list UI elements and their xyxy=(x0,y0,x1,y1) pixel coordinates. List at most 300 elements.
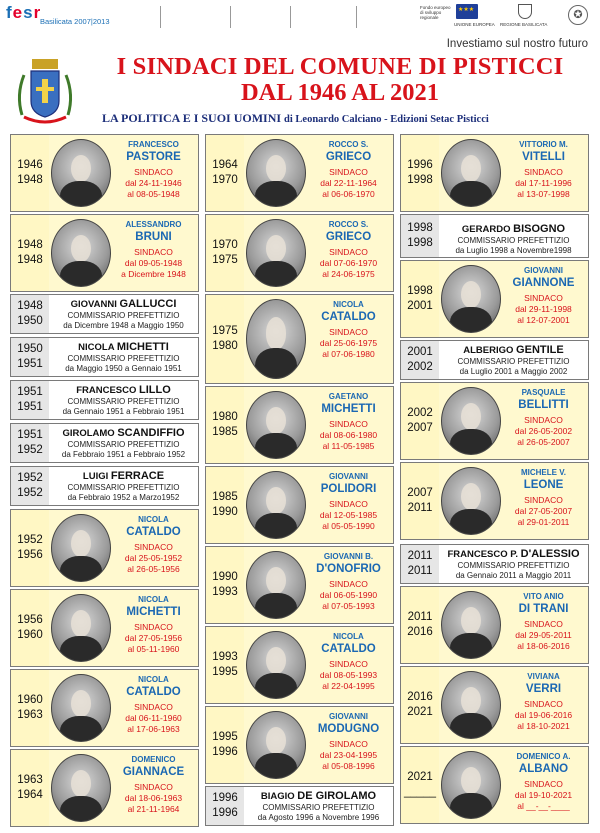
first-name: LUIGI xyxy=(82,471,109,482)
portrait-photo xyxy=(246,219,306,287)
term-years xyxy=(401,587,439,663)
role-label: COMMISSARIO PREFETTIZIO xyxy=(457,357,570,366)
mayor-card xyxy=(10,749,199,827)
mayor-card xyxy=(10,669,199,747)
portrait-photo xyxy=(246,139,306,207)
year-start: 2016 xyxy=(407,691,433,703)
year-end: 1952 xyxy=(17,444,43,456)
year-start: 1996 xyxy=(407,159,433,171)
eu-text: UNIONE EUROPEA xyxy=(454,22,495,27)
year-end: 1993 xyxy=(212,586,238,598)
region-text: REGIONE BASILICATA xyxy=(500,22,548,27)
year-end: _____ xyxy=(404,786,436,798)
term-to: al 13-07-1998 xyxy=(517,189,570,199)
portrait-photo xyxy=(246,631,306,699)
term-from: dal 26-05-2002 xyxy=(514,426,573,436)
subtitle-main: LA POLITICA E I SUOI UOMINI xyxy=(102,111,282,125)
mayor-card xyxy=(10,214,199,292)
first-name: GAETANO xyxy=(328,392,369,401)
mayor-card xyxy=(205,626,394,704)
term-years xyxy=(206,387,244,463)
term-to: al 11-05-1985 xyxy=(322,441,375,451)
term-years xyxy=(206,467,244,543)
term-years xyxy=(11,381,49,419)
first-name: GIOVANNI xyxy=(329,712,368,721)
role-label: SINDACO xyxy=(329,659,368,669)
last-name: LILLO xyxy=(139,384,171,396)
term-to: al 17-06-1963 xyxy=(127,724,180,734)
term-years xyxy=(401,215,439,257)
mayor-card xyxy=(400,134,589,212)
first-name: VITTORIO M. xyxy=(519,140,568,149)
mayor-card xyxy=(400,260,589,338)
last-name: POLIDORI xyxy=(320,483,377,495)
year-end: 2016 xyxy=(407,626,433,638)
term-years xyxy=(11,670,49,746)
term-period: da Gennaio 2011 a Maggio 2011 xyxy=(455,571,572,580)
mayor-info xyxy=(308,220,389,280)
term-to: al 05-11-1960 xyxy=(127,644,180,654)
portrait-photo xyxy=(441,671,501,739)
year-end: 1995 xyxy=(212,666,238,678)
term-to: al 12-07-2001 xyxy=(517,315,570,325)
term-period: da Dicembre 1948 a Maggio 1950 xyxy=(63,321,184,330)
fesr-logo: fesr xyxy=(6,3,42,22)
year-end: 1964 xyxy=(17,789,43,801)
last-name: PASTORE xyxy=(126,151,181,163)
mayor-info xyxy=(308,300,389,360)
commissioner-name xyxy=(441,548,586,561)
last-name: GIANNONE xyxy=(512,277,575,289)
last-name: MICHETTI xyxy=(116,341,169,353)
year-start: 1952 xyxy=(17,472,43,484)
term-from: dal 27-05-2007 xyxy=(514,506,573,516)
term-to: al 05-08-1996 xyxy=(322,761,375,771)
term-years xyxy=(206,135,244,211)
mayor-info xyxy=(503,592,584,652)
portrait-photo xyxy=(246,471,306,539)
term-from: dal 18-06-1963 xyxy=(124,793,183,803)
commissioner-card xyxy=(10,466,199,506)
eu-flag-icon xyxy=(456,4,478,19)
mayor-info xyxy=(308,472,389,532)
last-name: GRIECO xyxy=(325,231,372,243)
portrait-photo xyxy=(51,514,111,582)
role-label: SINDACO xyxy=(329,499,368,509)
last-name: GALLUCCI xyxy=(119,298,177,310)
year-start: 2021 xyxy=(407,771,433,783)
mayor-card xyxy=(400,462,589,540)
year-end: 1956 xyxy=(17,549,43,561)
year-start: 2011 xyxy=(407,550,433,562)
term-to: al 21-11-1964 xyxy=(127,804,180,814)
mayor-card xyxy=(205,134,394,212)
term-from: dal 12-05-1985 xyxy=(319,510,378,520)
year-end: 1948 xyxy=(17,174,43,186)
mayor-info xyxy=(308,632,389,692)
term-years xyxy=(206,627,244,703)
subtitle-author: di Leonardo Calciano - Edizioni Setac Pisticci xyxy=(284,114,489,125)
year-end: 1996 xyxy=(212,746,238,758)
term-to: al 06-06-1970 xyxy=(322,189,375,199)
role-label: SINDACO xyxy=(134,247,173,257)
year-start: 1975 xyxy=(212,325,238,337)
role-label: SINDACO xyxy=(134,542,173,552)
divider xyxy=(290,6,291,28)
page-title-years: DAL 1946 AL 2021 xyxy=(240,79,440,106)
year-start: 2002 xyxy=(407,407,433,419)
year-end: 1998 xyxy=(407,237,433,249)
role-label: SINDACO xyxy=(524,619,563,629)
last-name: MICHETTI xyxy=(126,606,181,618)
year-end: 2011 xyxy=(407,502,433,514)
term-from: dal 19-10-2021 xyxy=(514,790,573,800)
year-start: 1948 xyxy=(17,300,43,312)
year-start: 1951 xyxy=(17,386,43,398)
first-name: NICOLA xyxy=(138,675,169,684)
first-name: NICOLA xyxy=(333,300,364,309)
mayor-info xyxy=(113,755,194,815)
mayor-card xyxy=(400,666,589,744)
mayor-card xyxy=(10,589,199,667)
year-start: 1990 xyxy=(212,571,238,583)
year-end: 2002 xyxy=(407,361,433,373)
term-to: a Dicembre 1948 xyxy=(121,269,186,279)
mayor-info xyxy=(503,140,584,200)
commissioner-card xyxy=(10,423,199,463)
term-to: al 18-10-2021 xyxy=(517,721,570,731)
term-to: al 22-04-1995 xyxy=(322,681,375,691)
role-label: COMMISSARIO PREFETTIZIO xyxy=(67,483,180,492)
year-end: 2011 xyxy=(407,565,433,577)
commissioner-info xyxy=(246,790,391,823)
term-from: dal 25-05-1952 xyxy=(124,553,183,563)
year-end: 1948 xyxy=(17,254,43,266)
term-years xyxy=(11,590,49,666)
page-title: I SINDACI DEL COMUNE DI PISTICCI xyxy=(116,53,564,80)
role-label: SINDACO xyxy=(329,327,368,337)
role-label: COMMISSARIO PREFETTIZIO xyxy=(67,440,180,449)
year-end: 1960 xyxy=(17,629,43,641)
fondo-europeo-text: Fondo europeo di sviluppo regionale xyxy=(420,5,451,20)
role-label: SINDACO xyxy=(134,782,173,792)
year-start: 1952 xyxy=(17,534,43,546)
term-from: dal 17-11-1996 xyxy=(515,178,572,188)
term-to: al 26-05-2007 xyxy=(517,437,570,447)
first-name: DOMENICO A. xyxy=(516,752,571,761)
last-name: SCANDIFFIO xyxy=(117,427,185,439)
first-name: DOMENICO xyxy=(131,755,176,764)
year-start: 2007 xyxy=(407,487,433,499)
commissioner-info xyxy=(51,298,196,331)
role-label: SINDACO xyxy=(524,495,563,505)
term-period: da Luglio 1998 a Novembre1998 xyxy=(455,246,572,255)
term-from: dal 29-05-2011 xyxy=(515,630,572,640)
commissioner-info xyxy=(51,384,196,417)
region-emblem-icon xyxy=(518,4,532,19)
portrait-photo xyxy=(51,674,111,742)
mayor-card xyxy=(205,706,394,784)
term-years xyxy=(11,338,49,376)
role-label: SINDACO xyxy=(329,247,368,257)
year-end: 1963 xyxy=(17,709,43,721)
term-years xyxy=(401,463,439,539)
role-label: SINDACO xyxy=(329,739,368,749)
year-start: 1998 xyxy=(407,222,433,234)
commissioner-info xyxy=(441,548,586,581)
year-start: 1956 xyxy=(17,614,43,626)
mayor-card xyxy=(205,546,394,624)
mayor-card xyxy=(205,294,394,384)
term-years xyxy=(11,215,49,291)
last-name: VITELLI xyxy=(522,151,565,163)
year-start: 2001 xyxy=(407,346,433,358)
first-name: ROCCO S. xyxy=(328,220,369,229)
role-label: SINDACO xyxy=(134,167,173,177)
last-name: MODUGNO xyxy=(317,723,380,735)
commissioner-card xyxy=(10,337,199,377)
year-end: 1990 xyxy=(212,506,238,518)
term-years xyxy=(206,215,244,291)
first-name: GIROLAMO xyxy=(62,428,115,439)
year-start: 1951 xyxy=(17,429,43,441)
term-period: da Luglio 2001 a Maggio 2002 xyxy=(459,367,568,376)
year-end: 1951 xyxy=(17,401,43,413)
portrait-photo xyxy=(441,265,501,333)
year-end: 1998 xyxy=(407,174,433,186)
first-name: FRANCESCO xyxy=(76,385,137,396)
mayor-info xyxy=(308,712,389,772)
term-period: da Maggio 1950 a Gennaio 1951 xyxy=(65,364,182,373)
commissioner-name xyxy=(51,341,196,354)
first-name: NICOLA xyxy=(138,595,169,604)
term-from: dal 25-06-1975 xyxy=(319,338,378,348)
mayor-card xyxy=(205,466,394,544)
year-start: 1946 xyxy=(17,159,43,171)
year-end: 1950 xyxy=(17,315,43,327)
term-years xyxy=(206,787,244,825)
term-years xyxy=(401,667,439,743)
last-name: DE GIROLAMO xyxy=(297,790,377,802)
portrait-photo xyxy=(51,139,111,207)
year-start: 1960 xyxy=(17,694,43,706)
commissioner-info xyxy=(51,470,196,503)
mayor-info xyxy=(113,515,194,575)
commissioner-name xyxy=(441,344,586,357)
term-years xyxy=(206,707,244,783)
mayor-info xyxy=(113,675,194,735)
term-to: al 08-05-1948 xyxy=(127,189,180,199)
portrait-photo xyxy=(441,591,501,659)
year-end: 2021 xyxy=(407,706,433,718)
divider xyxy=(160,6,161,28)
role-label: COMMISSARIO PREFETTIZIO xyxy=(67,311,180,320)
term-years xyxy=(401,545,439,583)
mayor-card xyxy=(10,509,199,587)
first-name: MICHELE V. xyxy=(520,468,567,477)
mayor-info xyxy=(308,392,389,452)
term-from: dal 08-05-1993 xyxy=(319,670,378,680)
year-start: 2011 xyxy=(407,611,433,623)
first-name: GIOVANNI B. xyxy=(323,552,374,561)
year-end: 1975 xyxy=(212,254,238,266)
mayor-info xyxy=(113,140,194,200)
last-name: D'ONOFRIO xyxy=(316,563,381,575)
first-name: ALBERIGO xyxy=(463,345,514,356)
first-name: GIOVANNI xyxy=(524,266,563,275)
mayor-info xyxy=(308,552,389,612)
role-label: SINDACO xyxy=(524,779,563,789)
portrait-photo xyxy=(246,391,306,459)
term-from: dal 24-11-1946 xyxy=(125,178,182,188)
commissioner-card xyxy=(10,294,199,334)
mayor-info xyxy=(113,220,194,280)
term-to: al __-__-____ xyxy=(517,801,570,811)
first-name: NICOLA xyxy=(138,515,169,524)
role-label: SINDACO xyxy=(524,167,563,177)
year-end: 1951 xyxy=(17,358,43,370)
term-from: dal 22-11-1964 xyxy=(320,178,377,188)
term-years xyxy=(401,341,439,379)
first-name: FRANCESCO P. xyxy=(447,549,519,560)
last-name: BISOGNO xyxy=(513,223,566,235)
portrait-photo xyxy=(246,711,306,779)
portrait-photo xyxy=(441,139,501,207)
mayor-card xyxy=(10,134,199,212)
last-name: BRUNI xyxy=(135,231,172,243)
mayor-info xyxy=(503,752,584,812)
last-name: MICHETTI xyxy=(321,403,376,415)
year-start: 1970 xyxy=(212,239,238,251)
commissioner-name xyxy=(51,384,196,397)
term-from: dal 19-06-2016 xyxy=(514,710,573,720)
term-years xyxy=(206,295,244,383)
commissioner-card xyxy=(400,214,589,258)
term-years xyxy=(11,467,49,505)
republic-emblem-icon: ✪ xyxy=(568,5,588,25)
mayor-info xyxy=(503,266,584,326)
role-label: SINDACO xyxy=(329,579,368,589)
term-from: dal 27-05-1956 xyxy=(124,633,183,643)
role-label: SINDACO xyxy=(134,622,173,632)
role-label: SINDACO xyxy=(134,702,173,712)
term-years xyxy=(401,747,439,823)
portrait-photo xyxy=(441,387,501,455)
term-from: dal 29-11-1998 xyxy=(515,304,572,314)
year-end: 1980 xyxy=(212,340,238,352)
term-from: dal 09-05-1948 xyxy=(124,258,183,268)
term-from: dal 23-04-1995 xyxy=(319,750,378,760)
header-strip xyxy=(0,0,600,36)
last-name: GRIECO xyxy=(325,151,372,163)
role-label: SINDACO xyxy=(524,699,563,709)
divider xyxy=(356,6,357,28)
mayor-info xyxy=(503,468,584,528)
role-label: COMMISSARIO PREFETTIZIO xyxy=(67,397,180,406)
portrait-photo xyxy=(51,219,111,287)
last-name: GENTILE xyxy=(516,344,564,356)
last-name: ALBANO xyxy=(518,763,569,775)
term-years xyxy=(11,510,49,586)
commissioner-info xyxy=(441,223,586,256)
year-end: 1985 xyxy=(212,426,238,438)
mayor-card xyxy=(400,382,589,460)
year-start: 1993 xyxy=(212,651,238,663)
last-name: CATALDO xyxy=(126,526,181,538)
role-label: COMMISSARIO PREFETTIZIO xyxy=(457,236,570,245)
last-name: CATALDO xyxy=(321,643,376,655)
role-label: SINDACO xyxy=(329,419,368,429)
term-from: dal 08-06-1980 xyxy=(319,430,378,440)
term-years xyxy=(11,135,49,211)
mayor-info xyxy=(503,388,584,448)
commissioner-card xyxy=(400,340,589,380)
role-label: SINDACO xyxy=(524,415,563,425)
term-to: al 18-06-2016 xyxy=(517,641,570,651)
year-end: 1970 xyxy=(212,174,238,186)
municipal-crest-icon xyxy=(12,55,78,127)
term-years xyxy=(401,261,439,337)
year-start: 1995 xyxy=(212,731,238,743)
first-name: FRANCESCO xyxy=(128,140,179,149)
year-start: 1950 xyxy=(17,343,43,355)
commissioner-info xyxy=(51,427,196,460)
fesr-caption: Basilicata 2007|2013 xyxy=(40,17,110,26)
year-end: 2001 xyxy=(407,300,433,312)
year-start: 1980 xyxy=(212,411,238,423)
term-years xyxy=(11,295,49,333)
portrait-photo xyxy=(441,467,501,535)
first-name: NICOLA xyxy=(78,342,115,353)
first-name: VITO ANIO xyxy=(523,592,564,601)
commissioner-card xyxy=(10,380,199,420)
last-name: CATALDO xyxy=(126,686,181,698)
role-label: COMMISSARIO PREFETTIZIO xyxy=(67,354,180,363)
slogan: Investiamo sul nostro futuro xyxy=(446,38,588,50)
first-name: GERARDO xyxy=(461,224,511,235)
commissioner-name xyxy=(51,427,196,440)
term-years xyxy=(11,750,49,826)
year-start: 1964 xyxy=(212,159,238,171)
term-years xyxy=(401,135,439,211)
last-name: FERRACE xyxy=(110,470,165,482)
last-name: D'ALESSIO xyxy=(520,548,580,560)
term-period: da Febbraio 1951 a Febbraio 1952 xyxy=(61,450,186,459)
role-label: COMMISSARIO PREFETTIZIO xyxy=(457,561,570,570)
term-period: da Gennaio 1951 a Febbraio 1951 xyxy=(62,407,185,416)
first-name: ROCCO S. xyxy=(328,140,369,149)
last-name: GIANNACE xyxy=(122,766,185,778)
term-years xyxy=(401,383,439,459)
term-to: al 29-01-2011 xyxy=(517,517,570,527)
first-name: GIOVANNI xyxy=(329,472,368,481)
term-to: al 05-05-1990 xyxy=(322,521,375,531)
portrait-photo xyxy=(246,551,306,619)
mayor-card xyxy=(205,214,394,292)
role-label: SINDACO xyxy=(329,167,368,177)
mayor-info xyxy=(503,672,584,732)
mayor-card xyxy=(205,386,394,464)
first-name: NICOLA xyxy=(333,632,364,641)
first-name: BIAGIO xyxy=(260,791,295,802)
term-period: da Febbraio 1952 a Marzo1952 xyxy=(67,493,180,502)
last-name: DI TRANI xyxy=(518,603,569,615)
term-period: da Agosto 1996 a Novembre 1996 xyxy=(257,813,380,822)
year-start: 1996 xyxy=(212,792,238,804)
term-from: dal 06-11-1960 xyxy=(125,713,182,723)
commissioner-name xyxy=(441,223,586,236)
portrait-photo xyxy=(51,594,111,662)
